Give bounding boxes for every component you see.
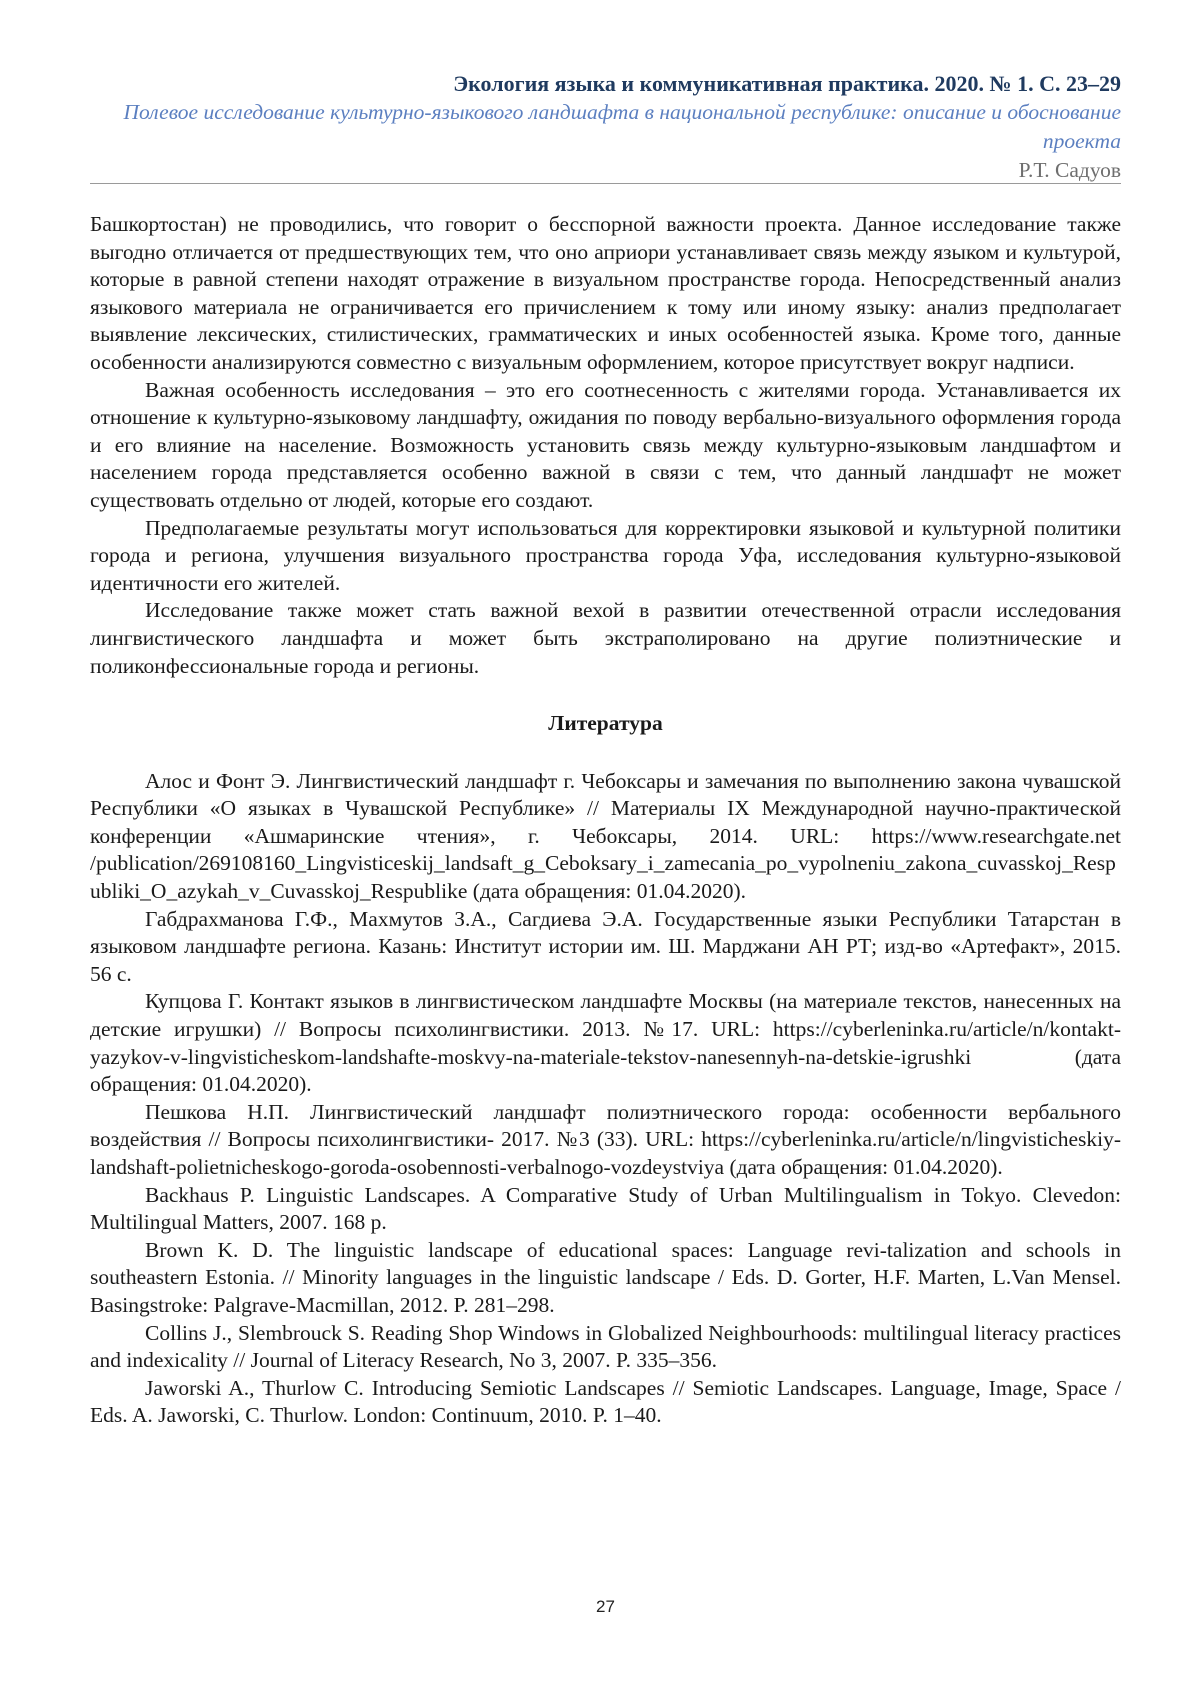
reference-item: Collins J., Slembrouck S. Reading Shop Windows in Globalized Neighbourhoods: multilingual literacy practices and indexicality // Journal of Literacy Research, No 3, 2007. P. 335–356. [90, 1320, 1121, 1373]
article-title: Полевое исследование культурно-языкового ландшафта в национальной республике: описание и обоснование проекта [123, 100, 1121, 153]
page-number: 27 [596, 1597, 615, 1616]
article-body [90, 211, 1121, 1430]
reference-item: Jaworski A., Thurlow C. Introducing Semiotic Landscapes // Semiotic Landscapes. Language, Image, Space / Eds. A. Jaworski, C. Thurlow. London: Continuum, 2010. P. 1–40. [90, 1375, 1121, 1428]
reference-item: Пешкова Н.П. Лингвистический ландшафт полиэтнического города: особенности вербального воздействия // Вопросы психолингвистики- 2017. №3 (33). URL: https://cyberleninka.ru/article/n/lingvisticheskiy-landshaft-polietnicheskogo-goroda-osobennosti-verbalnogo-vozdeystviya (дата обращения: 01.04.2020). [90, 1099, 1121, 1179]
journal-citation: Экология языка и коммуникативная практика. 2020. № 1. С. 23–29 [453, 71, 1121, 96]
reference-item: Brown K. D. The linguistic landscape of educational spaces: Language revi-talization and schools in southeastern Estonia. // Minority languages in the linguistic landscape / Eds. D. Gorter, H.F. Marten, L.Van Mensel. Basingstroke: Palgrave-Macmillan, 2012. P. 281–298. [90, 1237, 1121, 1317]
body-paragraph: Исследование также может стать важной вехой в развитии отечественной отрасли исследования лингвистического ландшафта и может быть экстраполировано на другие полиэтнические и поликонфессиональные города и регионы. [90, 598, 1121, 678]
body-paragraph: Башкортостан) не проводились, что говорит о бесспорной важности проекта. Данное исследование также выгодно отличается от предшествующих тем, что оно априори устанавливает связь между языком и культурой, которые в равной степени находят отражение в визуальном пространстве города. Непосредственный анализ языкового материала не ограничивается его причислением к тому или иному языку: анализ предполагает выявление лексических, стилистических, грамматических и иных особенностей языка. Кроме того, данные особенности анализируются совместно с визуальным оформлением, которое присутствует вокруг надписи. [90, 212, 1121, 374]
reference-item: Купцова Г. Контакт языков в лингвистическом ландшафте Москвы (на материале текстов, нанесенных на детские игрушки) // Вопросы психолингвистики. 2013. №17. URL: https://cyberleninka.ru/article/n/kontakt-yazykov-v-lingvisticheskom-landshafte-moskvy-na-materiale-tekstov-nanesennyh-na-detskie-igrushki (дата обращения: 01.04.2020). [90, 989, 1121, 1097]
body-paragraph: Важная особенность исследования – это его соотнесенность с жителями города. Устанавливается их отношение к культурно-языковому ландшафту, ожидания по поводу вербально-визуального оформления города и его влияние на население. Возможность установить связь между культурно-языковым ландшафтом и населением города представляется особенно важной в связи с тем, что данный ландшафт не может существовать отдельно от людей, которые его создают. [90, 377, 1121, 512]
running-header [90, 70, 1121, 184]
header-divider [90, 183, 1121, 184]
reference-item: Габдрахманова Г.Ф., Махмутов З.А., Сагдиева Э.А. Государственные языки Республики Татарстан в языковом ландшафте региона. Казань: Институт истории им. Ш. Марджани АН РТ; изд-во «Артефакт», 2015. 56 с. [90, 906, 1121, 986]
reference-item: Алос и Фонт Э. Лингвистический ландшафт г. Чебоксары и замечания по выполнению закона чувашской Республики «О языках в Чувашской Республике» // Материалы IX Международной научно-практической конференции «Ашмаринские чтения», г. Чебоксары, 2014. URL: https://www.researchgate.net /publication/269108160_Lingvisticeskij_landsaft_g_Ceboksary_i_zamecania_po_vypolneniu_zakona_cuvasskoj_Respubliki_O_azykah_v_Cuvasskoj_Respublike (дата обращения: 01.04.2020). [90, 768, 1121, 904]
author-name: Р.Т. Садуов [1018, 158, 1121, 182]
references-heading: Литература [548, 711, 663, 736]
reference-item: Backhaus P. Linguistic Landscapes. A Comparative Study of Urban Multilingualism in Tokyo. Clevedon: Multilingual Matters, 2007. 168 p. [90, 1182, 1121, 1235]
body-paragraph: Предполагаемые результаты могут использоваться для корректировки языковой и культурной политики города и региона, улучшения визуального пространства города Уфа, исследования культурно-языковой идентичности его жителей. [90, 515, 1121, 595]
